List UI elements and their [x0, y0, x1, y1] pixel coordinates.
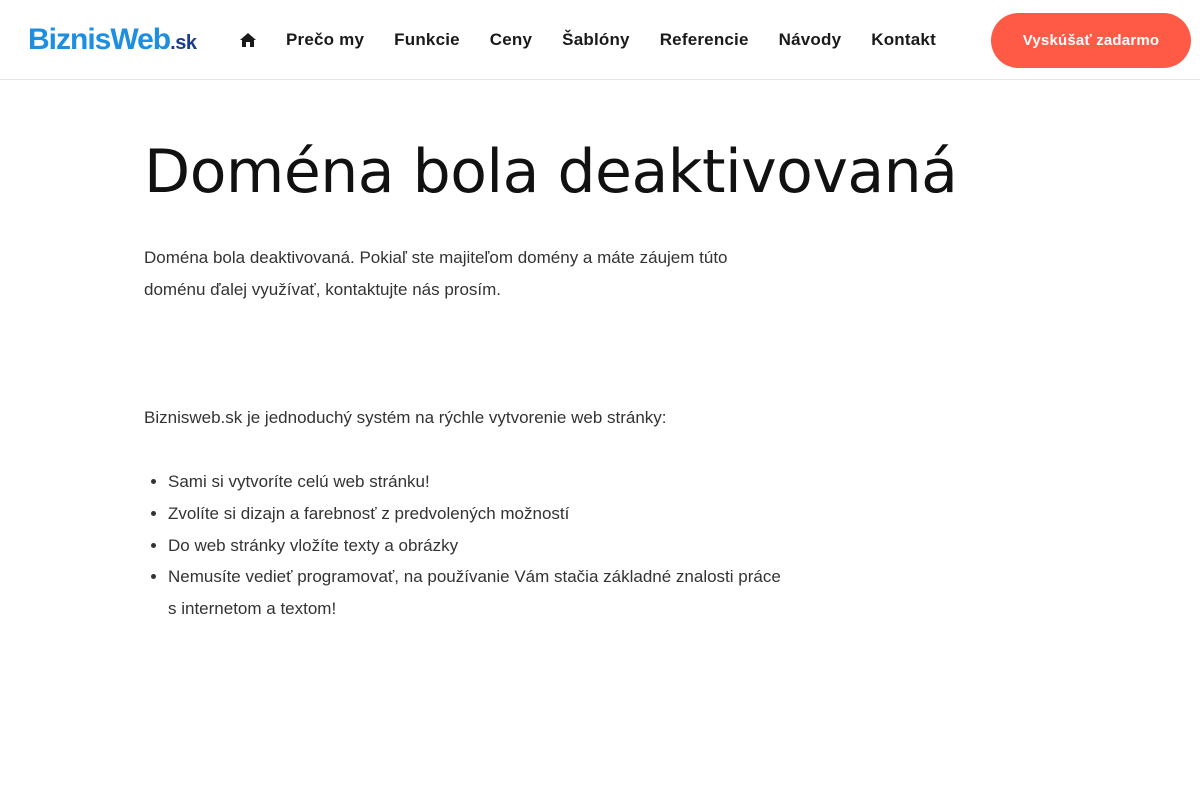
system-description: Biznisweb.sk je jednoduchý systém na rýchle vytvorenie web stránky:: [144, 408, 667, 427]
page-title: Doména bola deaktivovaná: [144, 137, 958, 207]
try-free-button[interactable]: Vyskúšať zadarmo: [991, 13, 1191, 68]
home-icon-graphic: [239, 32, 257, 48]
nav-item-sablony[interactable]: Šablóny: [562, 30, 630, 49]
list-item: • Sami si vytvoríte celú web stránku!: [168, 466, 784, 498]
nav-item-ceny[interactable]: Ceny: [489, 30, 533, 49]
nav-item-kontakt[interactable]: Kontakt: [871, 30, 936, 49]
list-item: • Zvolíte si dizajn a farebnosť z predvolených možností: [168, 498, 784, 530]
nav-item-referencie[interactable]: Referencie: [659, 30, 749, 49]
logo-wordmark: BiznisWeb: [28, 23, 171, 56]
site-logo[interactable]: [28, 22, 196, 58]
feature-list: [144, 466, 784, 625]
list-item: • Nemusíte vedieť programovať, na používanie Vám stačia základné znalosti práce s internetom a textom!: [168, 561, 784, 625]
deactivation-notice: Doména bola deaktivovaná. Pokiaľ ste majiteľom domény a máte záujem túto doménu ďalej využívať, kontaktujte nás prosím.: [144, 248, 728, 299]
logo-domain-suffix: .sk: [170, 32, 197, 54]
nav-item-navody[interactable]: Návody: [778, 30, 842, 49]
nav-item-preco-my[interactable]: Prečo my: [286, 30, 365, 49]
list-item: • Do web stránky vložíte texty a obrázky: [168, 530, 784, 562]
main-content: [144, 130, 958, 618]
home-icon[interactable]: [238, 30, 258, 50]
main-nav: [238, 0, 966, 80]
nav-item-funkcie[interactable]: Funkcie: [394, 30, 460, 49]
site-header: [0, 0, 1200, 80]
